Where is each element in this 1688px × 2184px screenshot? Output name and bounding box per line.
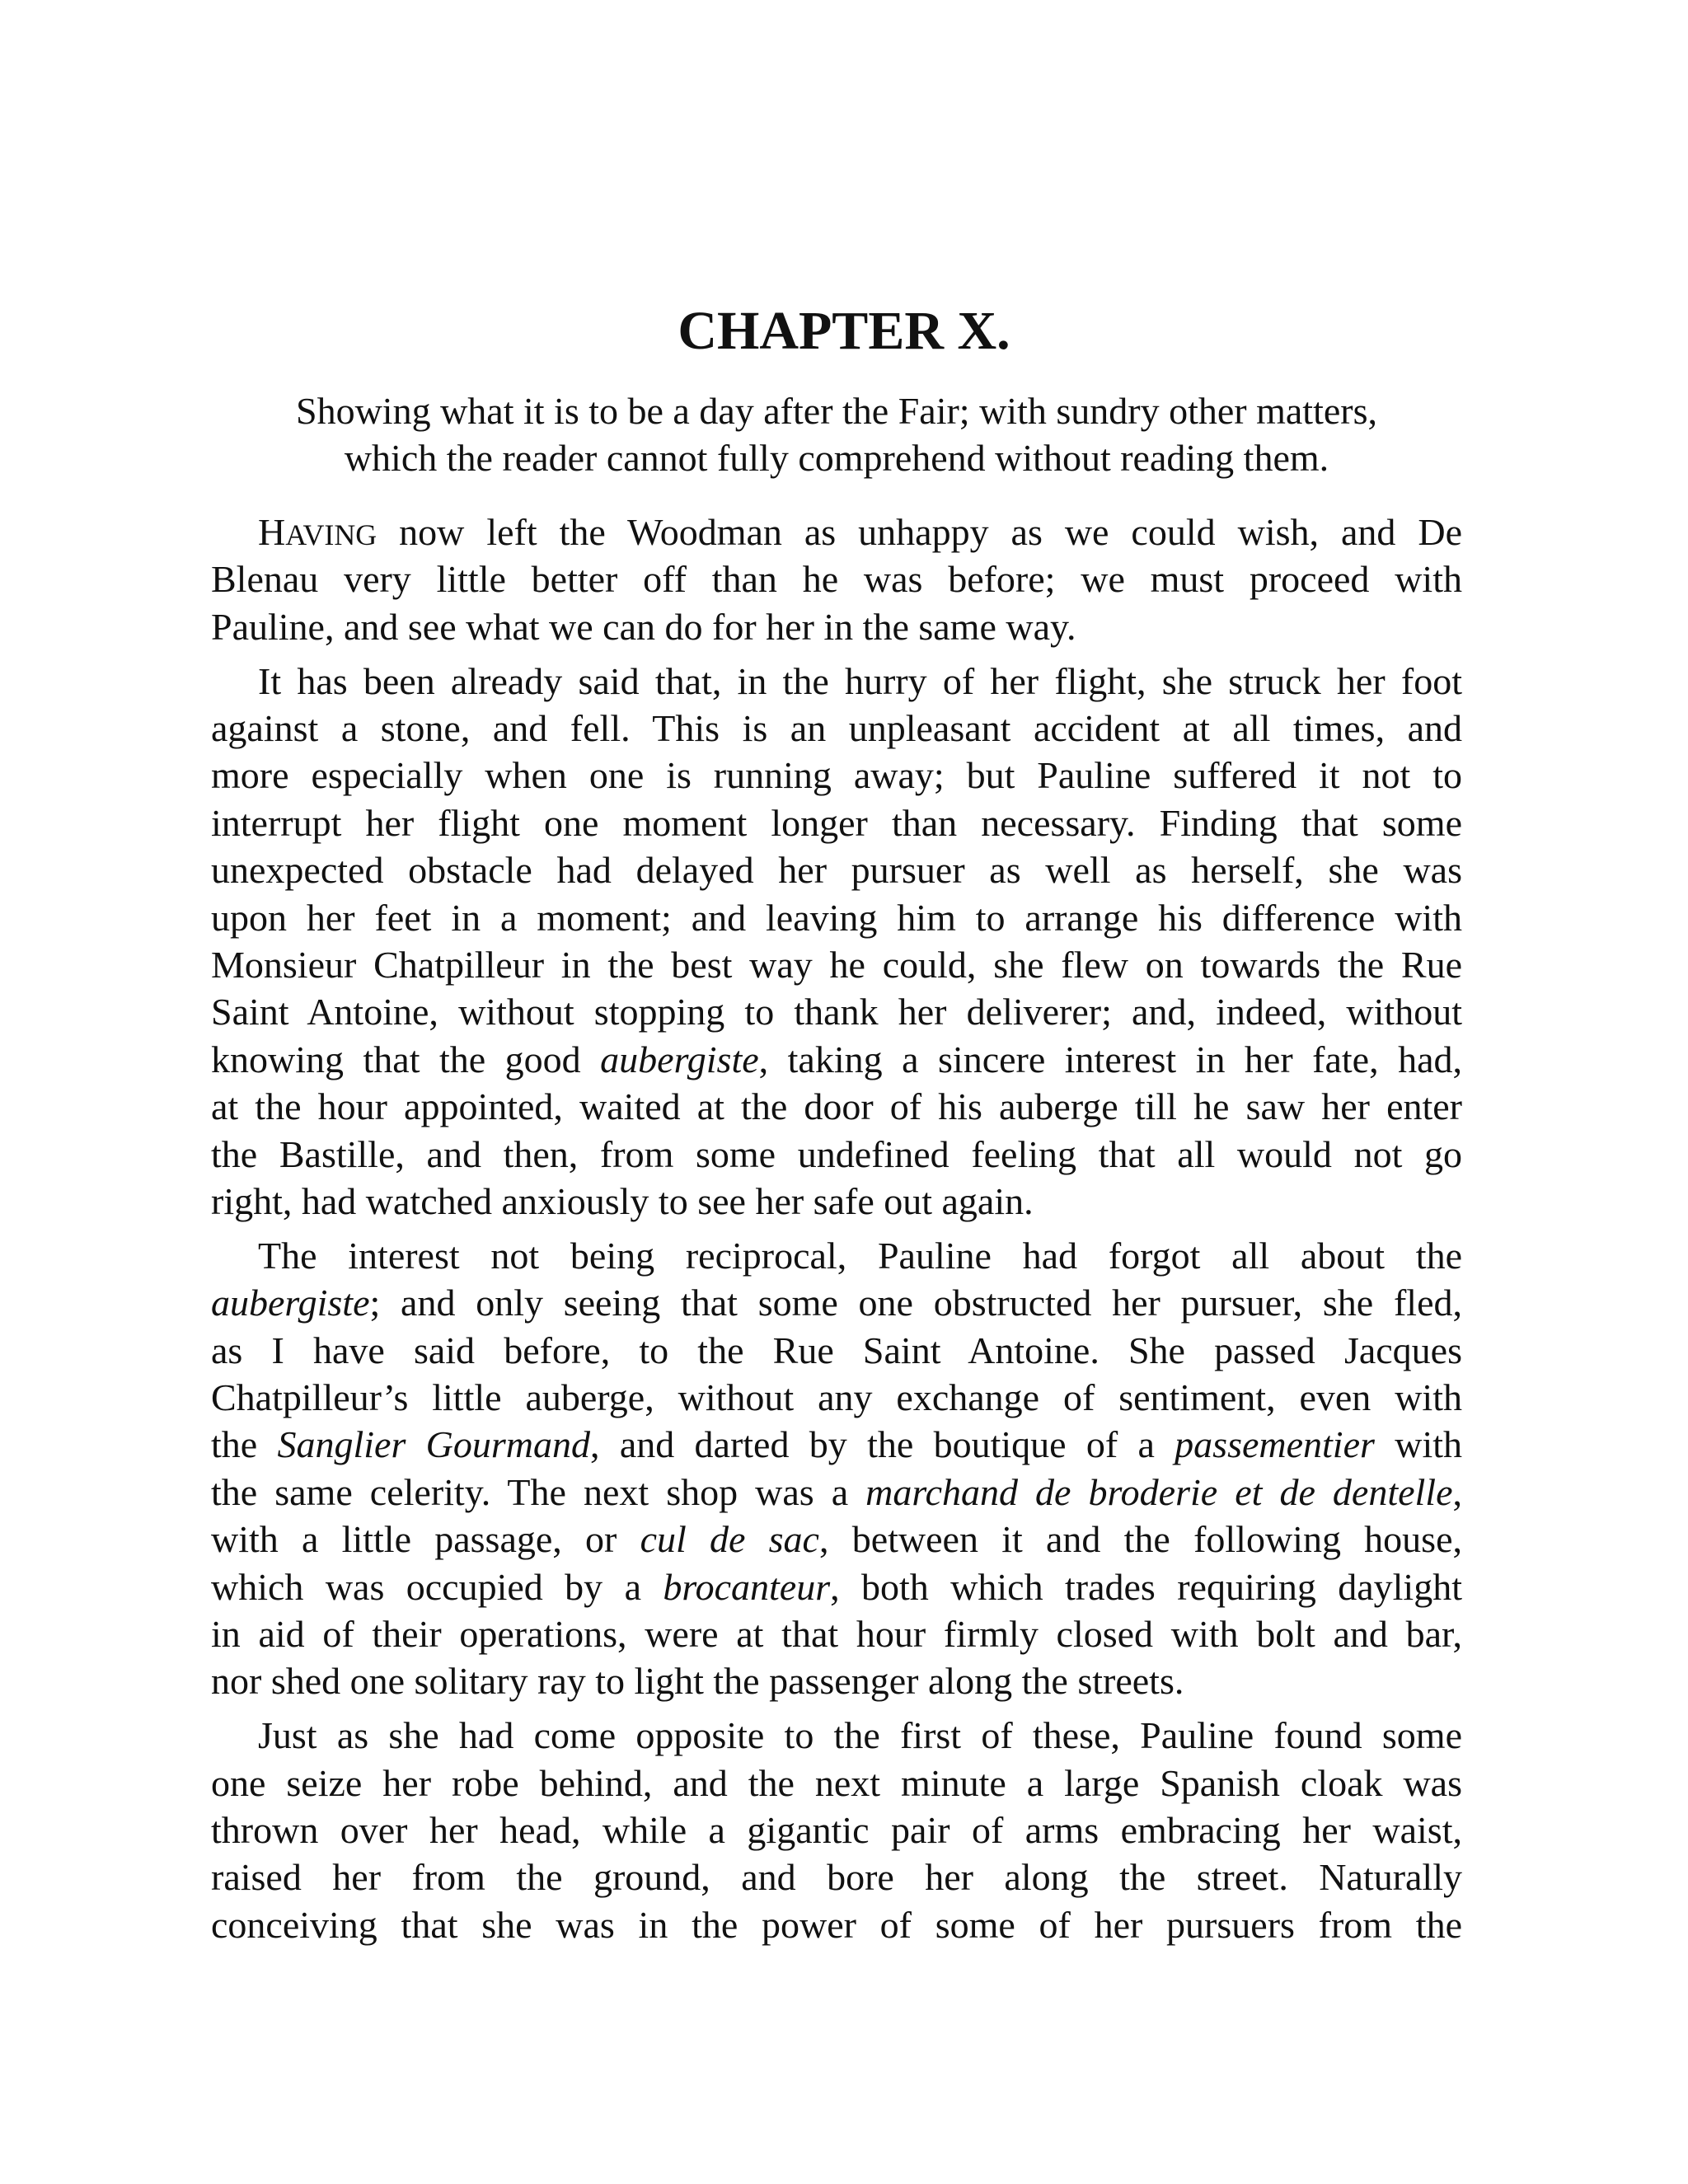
text-segment: Saint Antoine, without stopping to thank her deliverer; and, indeed, without <box>211 991 1462 1033</box>
italic-text: cul de sac <box>640 1518 819 1561</box>
text-segment: as I have said before, to the Rue Saint Antoine. She passed Jacques <box>211 1329 1462 1371</box>
text-line <box>211 1327 1462 1374</box>
text-segment: upon her feet in a moment; and leaving him to arrange his difference with <box>211 896 1462 939</box>
text-line <box>211 941 1462 988</box>
text-segment: , taking a sincere interest in her fate, had, <box>758 1038 1462 1080</box>
small-caps-text: AVING <box>285 518 377 551</box>
subtitle-line: which the reader cannot fully comprehend without reading them. <box>344 437 1329 479</box>
text-segment: conceiving that she was in the power of some of her pursuers from the <box>211 1903 1462 1946</box>
text-segment: H <box>258 511 286 553</box>
text-segment: the same celerity. The next shop was a <box>211 1470 866 1513</box>
text-line <box>211 1469 1462 1516</box>
subtitle-line: Showing what it is to be a day after the Fair; with sundry other matters, <box>295 390 1377 432</box>
text-line <box>211 705 1462 752</box>
text-line <box>211 1374 1462 1421</box>
text-segment: The interest not being reciprocal, Pauline had forgot all about the <box>258 1234 1462 1277</box>
text-segment: Chatpilleur’s little auberge, without any exchange of sentiment, even with <box>211 1376 1462 1419</box>
italic-text: Sanglier Gourmand <box>277 1423 591 1466</box>
italic-text: passementier <box>1175 1423 1375 1466</box>
text-segment: interrupt her flight one moment longer than necessary. Finding that some <box>211 801 1462 844</box>
text-line <box>211 894 1462 941</box>
text-segment: Pauline, and see what we can do for her in the same way. <box>211 605 1076 648</box>
text-line <box>211 752 1462 799</box>
text-segment: Blenau very little better off than he was before; we must proceed with <box>211 558 1462 601</box>
paragraph <box>211 658 1462 1226</box>
text-segment: with <box>1374 1423 1462 1466</box>
text-segment: the Bastille, and then, from some undefined feeling that all would not go <box>211 1132 1462 1175</box>
paragraph <box>211 1712 1462 1948</box>
chapter-title: CHAPTER X. <box>678 301 1010 361</box>
text-segment: more especially when one is running away; but Pauline suffered it not to <box>211 754 1462 797</box>
text-segment: , <box>1452 1470 1462 1513</box>
text-line <box>211 1232 1462 1279</box>
text-line <box>211 1421 1462 1468</box>
text-segment: right, had watched anxiously to see her safe out again. <box>211 1179 1034 1222</box>
text-line <box>211 988 1462 1035</box>
italic-text: marchand de broderie et de dentelle <box>865 1470 1453 1513</box>
text-line <box>211 1610 1462 1657</box>
text-segment: in aid of their operations, were at that hour firmly closed with bolt and bar, <box>211 1612 1462 1655</box>
text-segment: ; and only seeing that some one obstructed her pursuer, she fled, <box>369 1282 1462 1324</box>
text-line <box>211 799 1462 846</box>
text-line <box>211 1657 1462 1704</box>
text-segment: now left the Woodman as unhappy as we could wish, and De <box>377 511 1462 553</box>
text-line <box>211 509 1462 555</box>
text-segment: , both which trades requiring daylight <box>830 1565 1462 1608</box>
text-line <box>211 1279 1462 1326</box>
text-segment: Just as she had come opposite to the first of these, Pauline found some <box>258 1714 1462 1757</box>
text-segment: Monsieur Chatpilleur in the best way he could, she flew on towards the Rue <box>211 944 1462 987</box>
text-line <box>211 1178 1462 1225</box>
text-line <box>211 1083 1462 1130</box>
text-segment: the <box>211 1423 278 1466</box>
text-line <box>211 555 1462 602</box>
italic-text: brocanteur <box>663 1565 831 1608</box>
text-segment: It has been already said that, in the hurry of her flight, she struck her foot <box>258 659 1462 702</box>
chapter-subtitle <box>211 387 1462 481</box>
text-line <box>211 603 1462 650</box>
text-segment: one seize her robe behind, and the next minute a large Spanish cloak was <box>211 1761 1462 1804</box>
text-line <box>211 1563 1462 1610</box>
italic-text: aubergiste <box>211 1282 370 1324</box>
italic-text: aubergiste <box>600 1038 759 1080</box>
text-line <box>211 1901 1462 1948</box>
text-segment: against a stone, and fell. This is an unpleasant accident at all times, and <box>211 707 1462 750</box>
text-line <box>211 1854 1462 1900</box>
chapter-body <box>211 509 1462 1956</box>
text-line <box>211 1516 1462 1563</box>
text-line <box>211 846 1462 893</box>
text-segment: with a little passage, or <box>211 1518 640 1561</box>
text-segment: , between it and the following house, <box>818 1518 1462 1561</box>
text-segment: , and darted by the boutique of a <box>590 1423 1175 1466</box>
text-segment: unexpected obstacle had delayed her pursuer as well as herself, she was <box>211 849 1462 892</box>
text-segment: thrown over her head, while a gigantic pair of arms embracing her waist, <box>211 1809 1462 1852</box>
text-segment: which was occupied by a <box>211 1565 663 1608</box>
text-line <box>211 1712 1462 1759</box>
text-line <box>211 1807 1462 1854</box>
text-line <box>211 1036 1462 1083</box>
paragraph <box>211 1232 1462 1705</box>
text-segment: nor shed one solitary ray to light the passenger along the streets. <box>211 1660 1184 1703</box>
text-segment: knowing that the good <box>211 1038 601 1080</box>
text-segment: at the hour appointed, waited at the door of his auberge till he saw her enter <box>211 1085 1462 1128</box>
paragraph <box>211 509 1462 650</box>
text-line <box>211 1131 1462 1178</box>
text-line <box>211 658 1462 705</box>
text-segment: raised her from the ground, and bore her along the street. Naturally <box>211 1856 1462 1899</box>
text-line <box>211 1760 1462 1807</box>
